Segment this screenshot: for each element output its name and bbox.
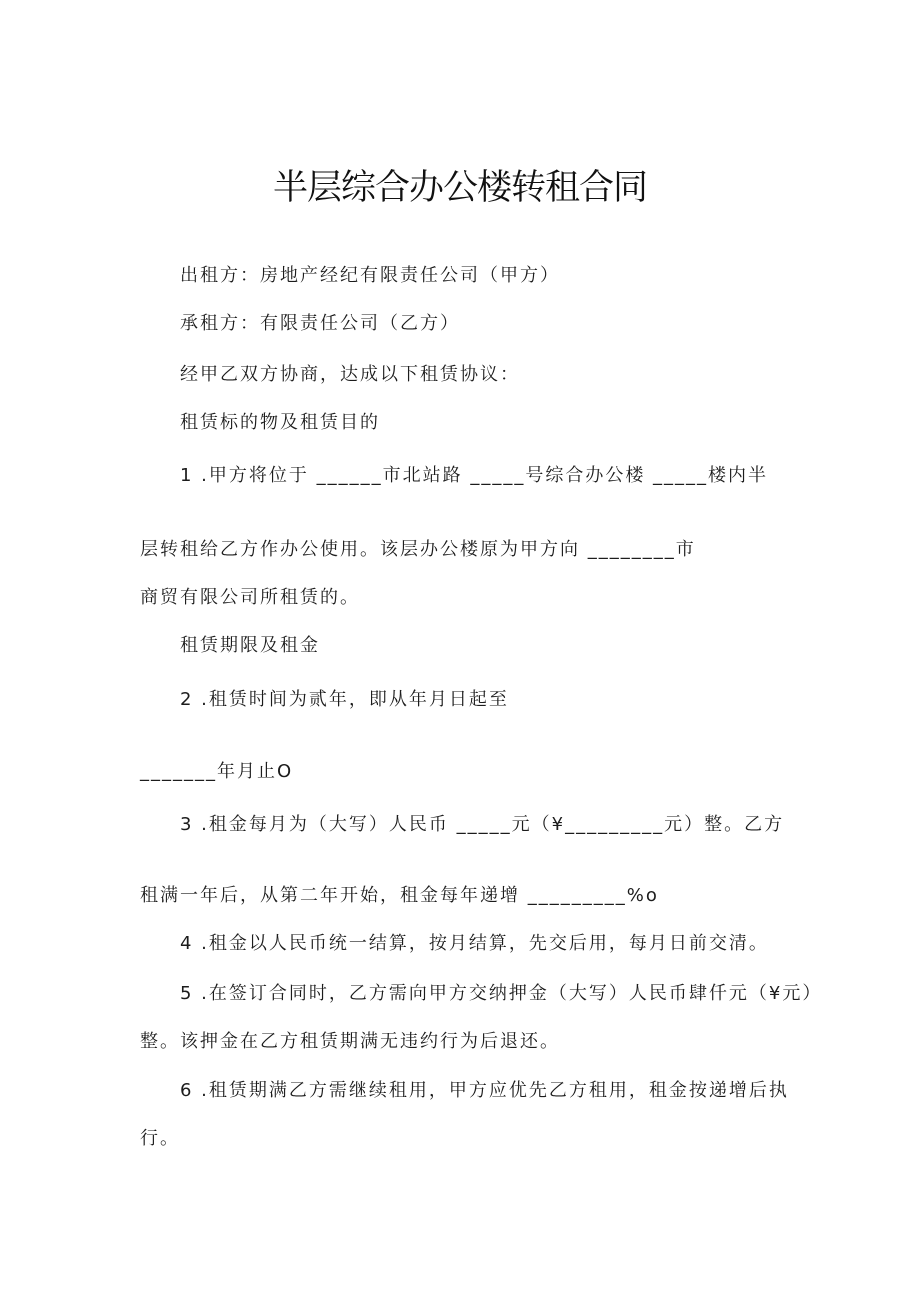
document-title: 半层综合办公楼转租合同 [272,168,647,208]
clause-3-line-2: 租满一年后，从第二年开始，租金每年递增 _________%o [140,885,659,906]
clause-1-line-2: 层转租给乙方作办公使用。该层办公楼原为甲方向 ________市 [140,539,696,560]
section-heading-term: 租赁期限及租金 [180,635,320,656]
clause-1-line-3: 商贸有限公司所租赁的。 [140,587,360,608]
clause-3-line-1: 3 .租金每月为（大写）人民币 _____元（¥_________元）整。乙方 [180,814,785,835]
section-heading-subject: 租赁标的物及租赁目的 [180,412,380,433]
lessee-line: 承租方：有限责任公司（乙方） [180,313,460,334]
clause-1-line-1: 1 .甲方将位于 ______市北站路 _____号综合办公楼 _____楼内半 [180,465,769,486]
clause-5-line-1: 5 .在签订合同时，乙方需向甲方交纳押金（大写）人民币肆仟元（¥元） [180,983,823,1004]
lessor-line: 出租方：房地产经纪有限责任公司（甲方） [180,265,560,286]
clause-6-line-1: 6 .租赁期满乙方需继续租用，甲方应优先乙方租用，租金按递增后执 [180,1080,789,1101]
clause-5-line-2: 整。该押金在乙方租赁期满无违约行为后退还。 [140,1031,560,1052]
clause-4: 4 .租金以人民币统一结算，按月结算，先交后用，每月日前交清。 [180,933,769,954]
agreement-intro: 经甲乙双方协商，达成以下租赁协议： [180,364,520,385]
clause-2-line-1: 2 .租赁时间为贰年，即从年月日起至 [180,689,509,710]
clause-6-line-2: 行。 [140,1128,180,1149]
clause-2-line-2: _______年月止O [140,761,294,782]
